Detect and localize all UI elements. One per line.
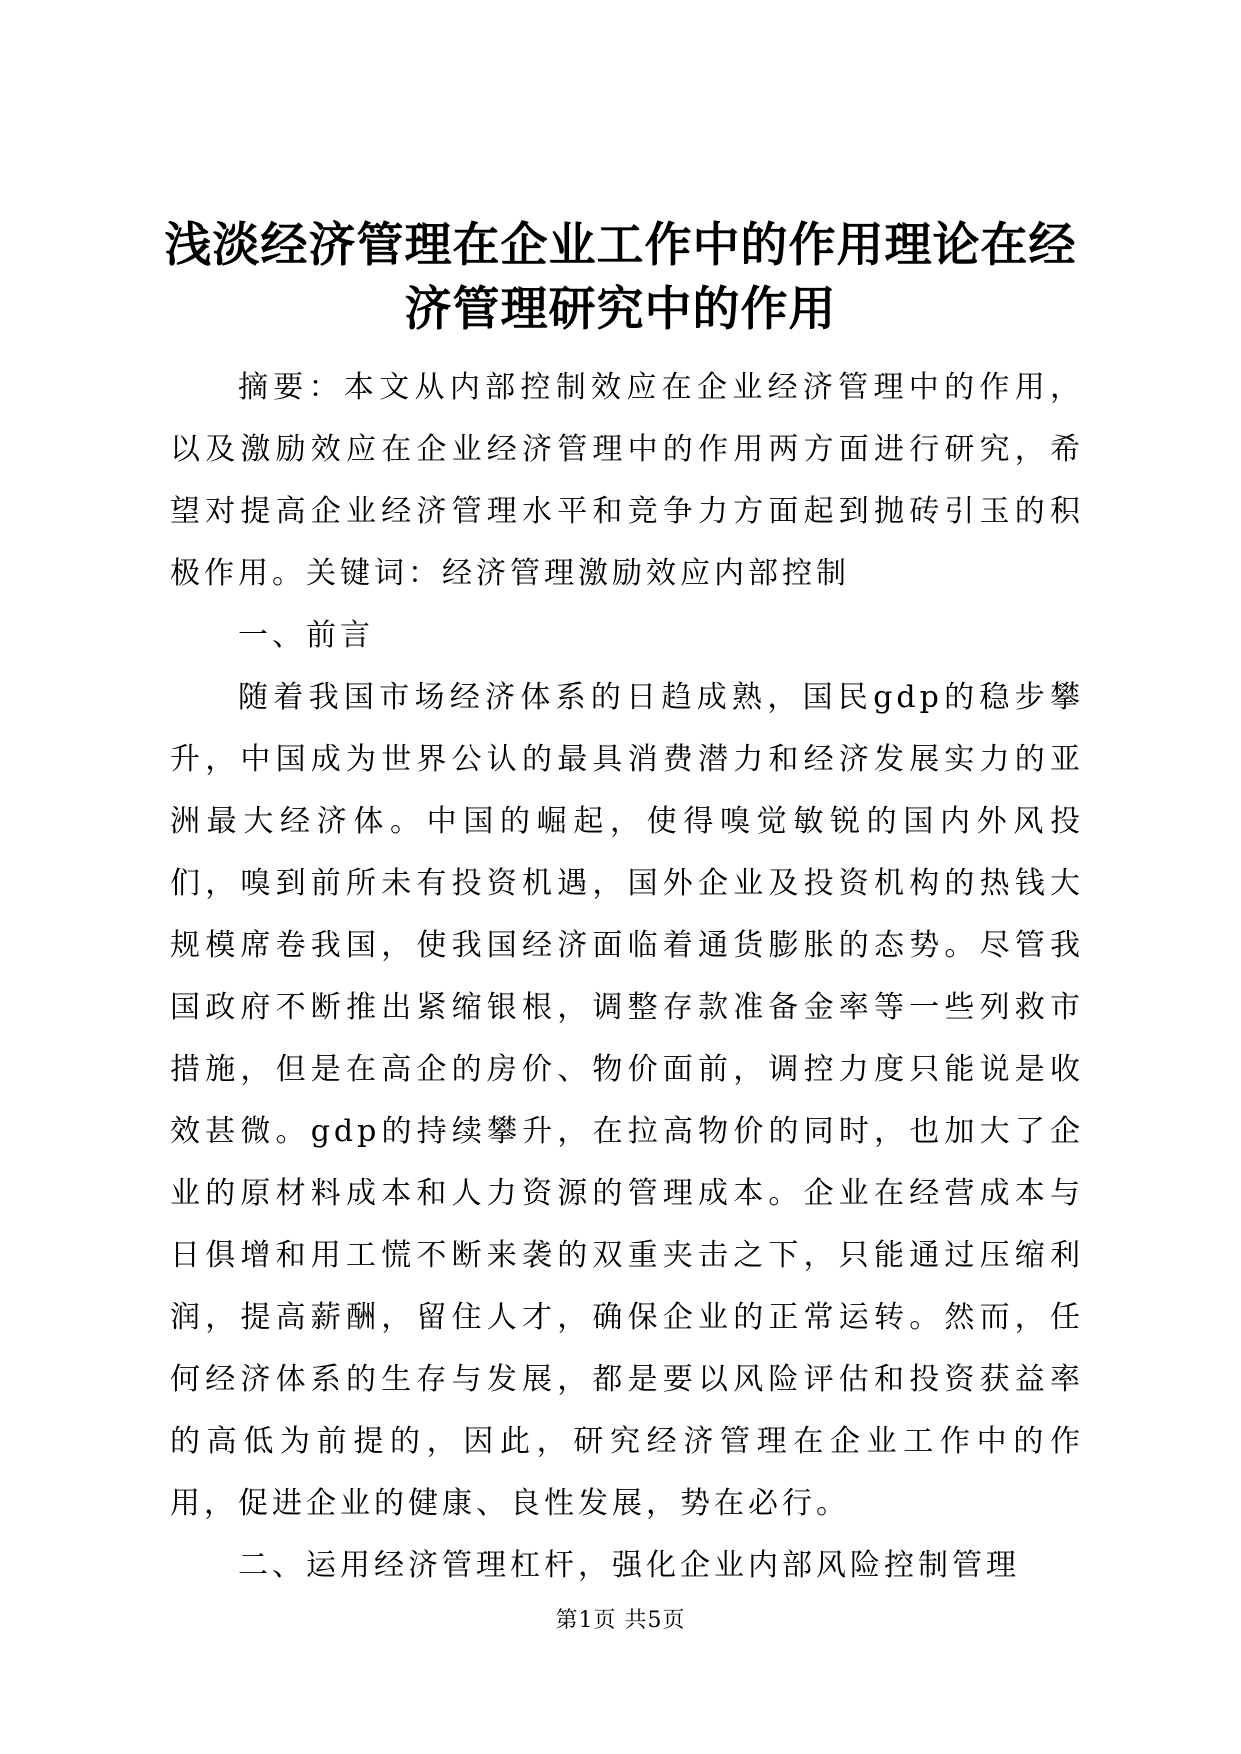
section-heading-preface: 一、前言 [238, 618, 374, 653]
page-footer [0, 1606, 1241, 1636]
document-title: 浅淡经济管理在企业工作中的作用理论在经济管理研究中的作用 [164, 218, 1077, 337]
document-body [170, 357, 1084, 1597]
section-heading-two: 二、运用经济管理杠杆，强化企业内部风险控制管理 [238, 1548, 1020, 1583]
abstract-paragraph: 摘要：本文从内部控制效应在企业经济管理中的作用，以及激励效应在企业经济管理中的作用两方面进行研究，希望对提高企业经济管理水平和竞争力方面起到抛砖引玉的积极作用。关键词：经济管理激励效应内部控制 [170, 370, 1084, 591]
preface-paragraph: 随着我国市场经济体系的日趋成熟，国民gdp的稳步攀升，中国成为世界公认的最具消费潜力和经济发展实力的亚洲最大经济体。中国的崛起，使得嗅觉敏锐的国内外风投们，嗅到前所未有投资机遇，国外企业及投资机构的热钱大规模席卷我国，使我国经济面临着通货膨胀的态势。尽管我国政府不断推出紧缩银根，调整存款准备金率等一些列救市措施，但是在高企的房价、物价面前，调控力度只能说是收效甚微。gdp的持续攀升，在拉高物价的同时，也加大了企业的原材料成本和人力资源的管理成本。企业在经营成本与日俱增和用工慌不断来袭的双重夹击之下，只能通过压缩利润，提高薪酬，留住人才，确保企业的正常运转。然而，任何经济体系的生存与发展，都是要以风险评估和投资获益率的高低为前提的，因此，研究经济管理在企业工作中的作用，促进企业的健康、良性发展，势在必行。 [170, 680, 1084, 1521]
page-number-label: 第1页 共5页 [555, 1608, 686, 1633]
